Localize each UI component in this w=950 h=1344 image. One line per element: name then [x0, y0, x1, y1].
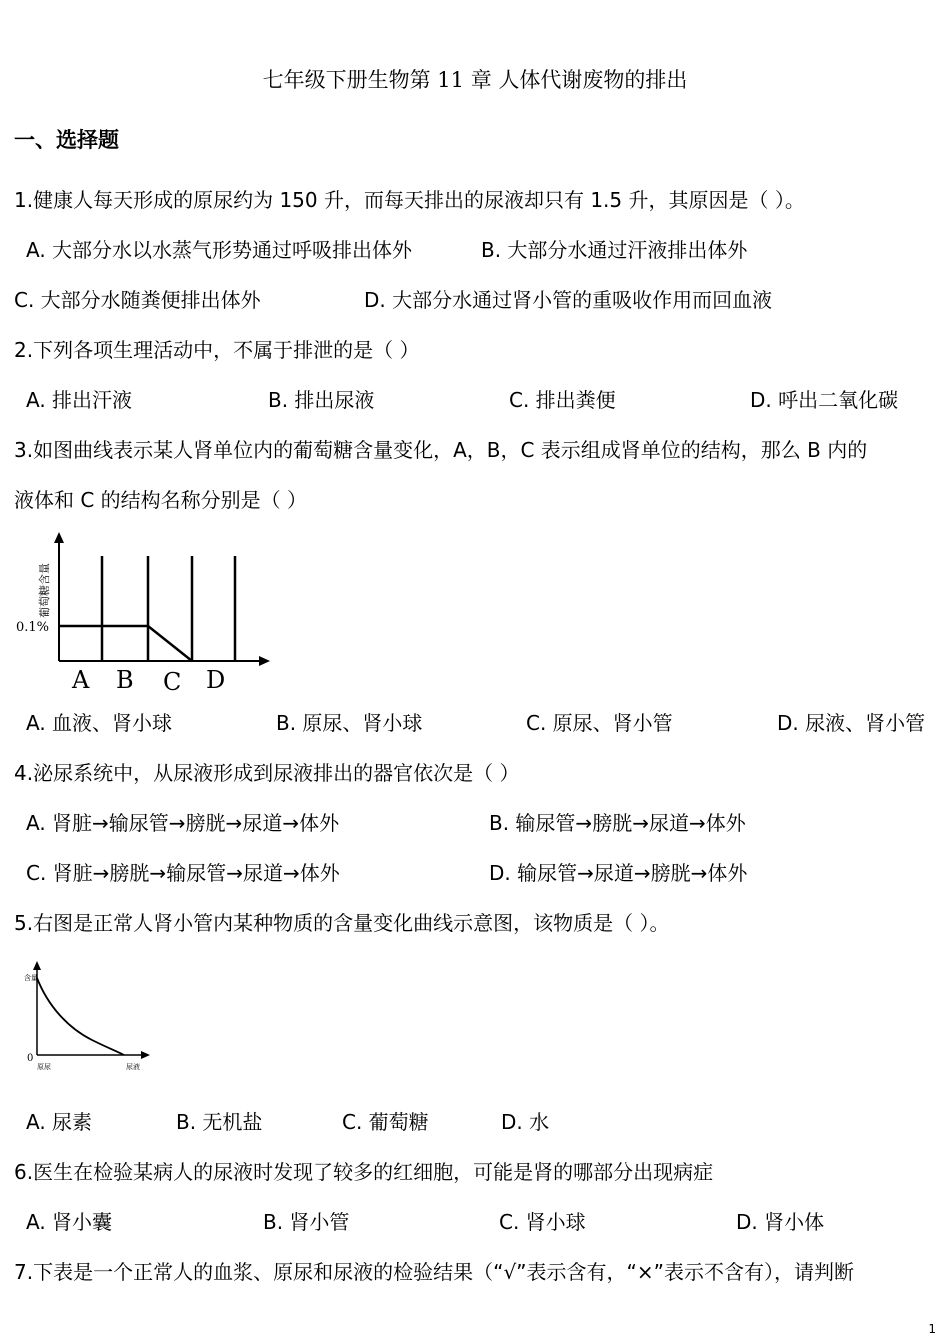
- question-3-option-d: D. 尿液、肾小管: [777, 711, 926, 735]
- page-title: 七年级下册生物第 11 章 人体代谢废物的排出: [262, 68, 688, 92]
- y-tick-label: 0.1%: [16, 620, 50, 635]
- y-axis-arrow: [54, 532, 64, 543]
- question-5-curve-figure: [20, 958, 154, 1072]
- page-number: 1: [928, 1322, 936, 1336]
- question-1-option-c: C. 大部分水随粪便排出体外: [14, 288, 261, 312]
- question-5-option-c: C. 葡萄糖: [342, 1110, 429, 1134]
- question-4-option-b: B. 输尿管→膀胱→尿道→体外: [489, 811, 746, 835]
- question-3-option-a: A. 血液、肾小球: [26, 711, 173, 735]
- question-3-stem-line1: 3.如图曲线表示某人肾单位内的葡萄糖含量变化，A，B，C 表示组成肾单位的结构，那么 B 内的: [14, 438, 868, 462]
- question-1-option-d: D. 大部分水通过肾小管的重吸收作用而回血液: [364, 288, 773, 312]
- x-label-c: C: [163, 668, 182, 694]
- question-4-option-d: D. 输尿管→尿道→膀胱→体外: [489, 861, 748, 885]
- question-5-stem: 5.右图是正常人肾小管内某种物质的含量变化曲线示意图，该物质是（ ）。: [14, 911, 670, 935]
- question-1-stem: 1.健康人每天形成的原尿约为 150 升，而每天排出的尿液却只有 1.5 升，其原因是（ ）。: [14, 188, 805, 212]
- question-4-option-c: C. 肾脏→膀胱→输尿管→尿道→体外: [26, 861, 340, 885]
- question-3-option-b: B. 原尿、肾小球: [276, 711, 423, 735]
- question-2-stem: 2.下列各项生理活动中，不属于排泄的是（ ）: [14, 338, 420, 362]
- question-2-option-d: D. 呼出二氧化碳: [750, 388, 899, 412]
- x-end-label: 尿液: [126, 1063, 140, 1071]
- x-axis-arrow: [141, 1051, 150, 1059]
- question-6-option-d: D. 肾小体: [736, 1210, 825, 1234]
- y-axis-label: 含量: [24, 974, 38, 982]
- question-6-option-a: A. 肾小囊: [26, 1210, 113, 1234]
- question-6-stem: 6.医生在检验某病人的尿液时发现了较多的红细胞，可能是肾的哪部分出现病症: [14, 1160, 714, 1184]
- y-axis-arrow: [33, 961, 41, 970]
- y-axis-label: 葡萄糖含量: [38, 563, 51, 618]
- x-label-a: A: [72, 666, 90, 694]
- question-3-option-c: C. 原尿、肾小管: [526, 711, 673, 735]
- x-start-label: 原尿: [37, 1063, 51, 1071]
- x-axis-arrow: [259, 656, 270, 666]
- question-4-option-a: A. 肾脏→输尿管→膀胱→尿道→体外: [26, 811, 340, 835]
- question-2-option-c: C. 排出粪便: [509, 388, 616, 412]
- question-3-glucose-figure: [12, 528, 274, 694]
- content-curve: [37, 978, 124, 1055]
- question-1-option-b: B. 大部分水通过汗液排出体外: [481, 238, 748, 262]
- question-3-stem-line2: 液体和 C 的结构名称分别是（ ）: [14, 488, 308, 512]
- question-6-option-b: B. 肾小管: [263, 1210, 350, 1234]
- question-5-option-d: D. 水: [501, 1110, 550, 1134]
- origin-label: 0: [27, 1053, 34, 1064]
- question-7-stem: 7.下表是一个正常人的血浆、原尿和尿液的检验结果（“√”表示含有，“×”表示不含有），请判断: [14, 1260, 855, 1284]
- question-6-option-c: C. 肾小球: [499, 1210, 586, 1234]
- question-2-option-a: A. 排出汗液: [26, 388, 133, 412]
- question-2-option-b: B. 排出尿液: [268, 388, 375, 412]
- question-1-option-a: A. 大部分水以水蒸气形势通过呼吸排出体外: [26, 238, 413, 262]
- question-4-stem: 4.泌尿系统中，从尿液形成到尿液排出的器官依次是（ ）: [14, 761, 520, 785]
- section-heading: 一、选择题: [14, 128, 119, 152]
- glucose-curve: [59, 626, 192, 661]
- x-label-b: B: [116, 666, 134, 694]
- x-label-d: D: [206, 666, 226, 694]
- question-5-option-a: A. 尿素: [26, 1110, 93, 1134]
- question-5-option-b: B. 无机盐: [176, 1110, 263, 1134]
